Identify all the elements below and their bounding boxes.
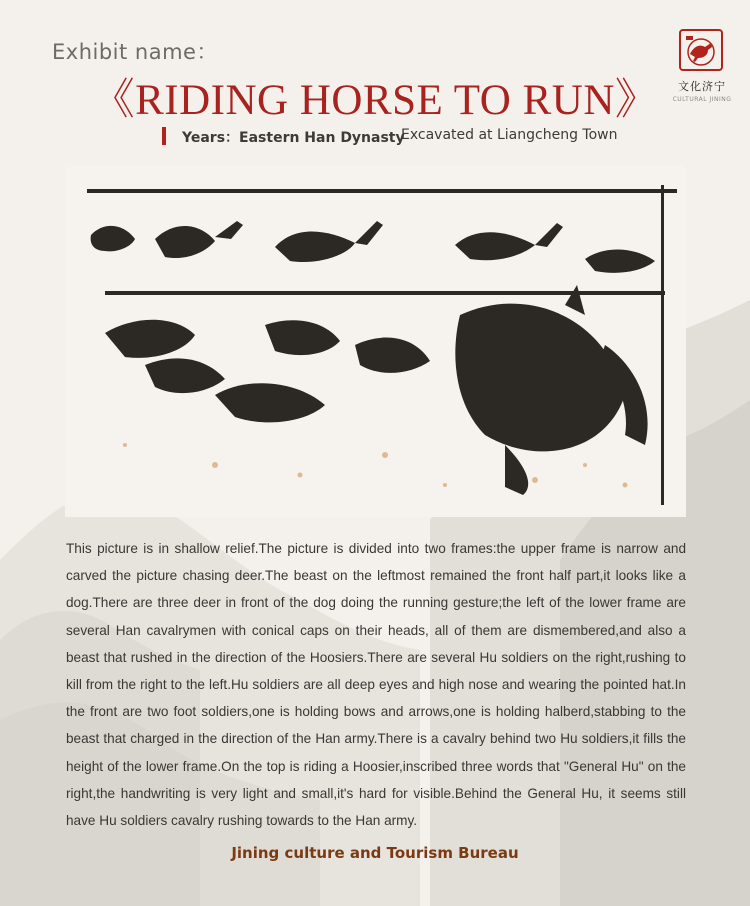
exhibit-description: This picture is in shallow relief.The picture is divided into two frames:the upper frame is narrow and carved the picture chasing deer.The beast on the leftmost remained the front half part,it looks like a dog.There are three deer in front of the dog doing the running gesture;the left of the lower frame are several Han cavalrymen with conical caps on their heads, all of them are dismembered,and also a beast that rushed in the direction of the Hoosiers.There are several Hu soldiers on the right,rushing to kill from the right to the left.Hu soldiers are all deep eyes and high nose and wearing the pointed hat.In the front are two foot soldiers,one is holding bows and arrows,one is holding halberd,stabbing to the beast that charged in the direction of the Han army.There is a cavalry behind two Hu soldiers,it fills the height of the lower frame.On the top is riding a Hoosier,inscribed three words that "General Hu" on the right,the handwriting is very light and small,it's hard for visible.Behind the General Hu, it seems still have Hu soldiers cavalry rushing towards to the Han army.	[66, 541, 686, 829]
logo-subtext: CULTURAL JINING	[672, 96, 732, 103]
exhibit-title: 《RIDING HORSE TO RUN》	[91, 77, 659, 124]
exhibit-name-label: Exhibit name：	[52, 40, 218, 64]
stone-relief-rubbing-image	[65, 165, 686, 517]
logo-text: 文化济宁	[678, 80, 726, 93]
accent-bar	[162, 127, 166, 145]
excavation-site-text: Excavated at Liangcheng Town	[401, 127, 618, 143]
culture-jining-logo	[670, 28, 734, 112]
years-text: Years：Eastern Han Dynasty	[182, 130, 405, 146]
horse-seal-icon	[678, 28, 724, 72]
bureau-footer: Jining culture and Tourism Bureau	[231, 844, 519, 862]
